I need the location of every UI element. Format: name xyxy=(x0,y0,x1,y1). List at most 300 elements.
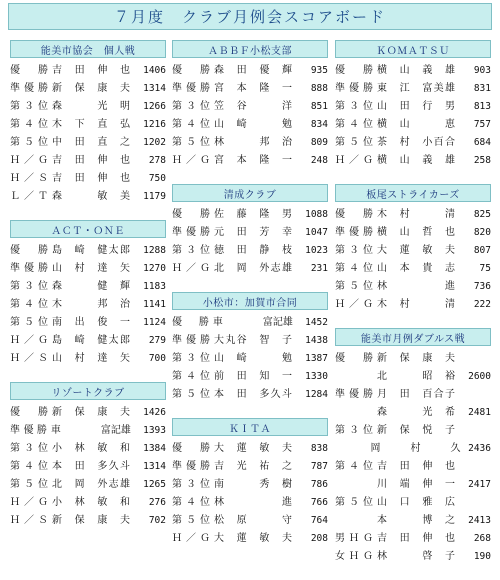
score: 831 xyxy=(473,83,491,94)
player-name: 森 健 輝 xyxy=(52,281,130,292)
score: 190 xyxy=(473,551,491,562)
score xyxy=(459,494,491,512)
rank-label: 第５位 xyxy=(172,515,210,526)
player-name: 横 山 義 雄 xyxy=(377,65,455,76)
result-row xyxy=(335,494,491,512)
score: 1314 xyxy=(143,83,166,94)
score: 1452 xyxy=(305,317,328,328)
player-name: 前 田 知 一 xyxy=(214,371,292,382)
result-row xyxy=(10,62,166,80)
rank-label: 第４位 xyxy=(172,497,210,508)
result-row xyxy=(10,440,166,458)
rank-label: Ｈ／Ｇ xyxy=(172,155,210,166)
results-list xyxy=(335,58,491,170)
rank-label: 第５位 xyxy=(10,137,48,148)
player-name: 大 蓮 敏 夫 xyxy=(214,443,292,454)
rank-label: Ｈ／Ｇ xyxy=(172,263,210,274)
club-panel xyxy=(172,184,328,278)
result-row xyxy=(172,98,328,116)
score: 2481 xyxy=(468,407,491,418)
result-row xyxy=(172,476,328,494)
result-row xyxy=(10,296,166,314)
score: 809 xyxy=(310,137,328,148)
rank-label: 第５位 xyxy=(172,389,210,400)
club-name: 板尾ストライカーズ xyxy=(335,184,491,202)
result-row xyxy=(335,350,491,368)
rank-label xyxy=(335,368,377,386)
rank-label: Ｈ／Ｇ xyxy=(10,335,48,346)
result-row xyxy=(10,134,166,152)
score: 702 xyxy=(148,515,166,526)
score: 258 xyxy=(473,155,491,166)
result-row xyxy=(172,386,328,404)
result-row xyxy=(172,134,328,152)
player-name: 横 山 恵 xyxy=(377,119,455,130)
rank-label: Ｈ／Ｇ xyxy=(172,533,210,544)
rank-label: Ｈ／Ｇ xyxy=(10,155,48,166)
player-name: 森 光 明 xyxy=(52,101,130,112)
result-row xyxy=(172,458,328,476)
results-list xyxy=(172,202,328,278)
rank-label: 準優勝 xyxy=(172,227,210,238)
result-row xyxy=(335,404,491,422)
player-name: 横 山 哲 也 xyxy=(377,227,455,238)
rank-label: 優 勝 xyxy=(172,209,210,220)
club-name: 清成クラブ xyxy=(172,184,328,202)
score: 888 xyxy=(310,83,328,94)
score: 1284 xyxy=(305,389,328,400)
player-name: 本 田 多久斗 xyxy=(214,389,292,400)
result-row xyxy=(10,116,166,134)
result-row xyxy=(335,80,491,98)
result-row xyxy=(10,152,166,170)
player-name: 中 田 直 之 xyxy=(52,137,130,148)
score: 834 xyxy=(310,119,328,130)
player-name: 徳 田 静 枝 xyxy=(214,245,292,256)
rank-label: Ｈ／Ｓ xyxy=(10,353,48,364)
score: 1124 xyxy=(143,317,166,328)
score: 75 xyxy=(479,263,491,274)
player-name: 大丸谷 智 子 xyxy=(214,335,292,346)
result-row xyxy=(10,422,166,440)
player-name: 山 崎 勉 xyxy=(214,119,292,130)
results-list xyxy=(10,400,166,530)
result-row xyxy=(335,512,491,530)
player-name: 新 保 康 夫 xyxy=(52,515,130,526)
result-row xyxy=(172,512,328,530)
player-name: 吉 田 伸 也 xyxy=(377,461,455,472)
result-row xyxy=(335,98,491,116)
player-name: 山 村 達 矢 xyxy=(52,263,130,274)
rank-label: 第３位 xyxy=(172,353,210,364)
rank-label: Ｈ／Ｓ xyxy=(10,173,48,184)
results-list xyxy=(172,58,328,170)
result-row xyxy=(335,422,491,440)
score: 1266 xyxy=(143,101,166,112)
rank-label: 第３位 xyxy=(10,443,48,454)
rank-label: 第４位 xyxy=(335,263,373,274)
score: 231 xyxy=(310,263,328,274)
score: 1314 xyxy=(143,461,166,472)
result-row xyxy=(172,494,328,512)
result-row xyxy=(172,332,328,350)
rank-label: 第４位 xyxy=(10,299,48,310)
score: 2436 xyxy=(468,443,491,454)
score: 1393 xyxy=(143,425,166,436)
score: 1426 xyxy=(143,407,166,418)
score xyxy=(459,458,491,476)
result-row xyxy=(172,242,328,260)
rank-label: 第５位 xyxy=(172,137,210,148)
score: 766 xyxy=(310,497,328,508)
player-name: 宮 本 隆 一 xyxy=(214,155,292,166)
rank-label: 第４位 xyxy=(335,119,373,130)
club-name: ＫＩＴＡ xyxy=(172,418,328,436)
results-list xyxy=(172,436,328,548)
result-row xyxy=(335,134,491,152)
result-row xyxy=(10,350,166,368)
result-row xyxy=(10,476,166,494)
page-title: ７月度 クラブ月例会スコアボード xyxy=(8,3,492,30)
score: 248 xyxy=(310,155,328,166)
club-panel xyxy=(335,328,491,566)
rank-label: 第５位 xyxy=(335,281,373,292)
score: 757 xyxy=(473,119,491,130)
club-panel xyxy=(335,184,491,314)
results-list xyxy=(335,202,491,314)
result-row xyxy=(10,80,166,98)
player-name: 新 保 康 夫 xyxy=(52,83,130,94)
result-row xyxy=(335,386,491,404)
score: 684 xyxy=(473,137,491,148)
result-row xyxy=(172,224,328,242)
result-row xyxy=(335,278,491,296)
rank-label xyxy=(335,476,377,494)
result-row xyxy=(10,242,166,260)
result-row xyxy=(10,98,166,116)
club-panel xyxy=(10,382,166,530)
result-row xyxy=(172,62,328,80)
score: 1202 xyxy=(143,137,166,148)
score: 278 xyxy=(148,155,166,166)
result-row xyxy=(335,476,491,494)
player-name: 島 崎 健太郎 xyxy=(52,335,130,346)
rank-label: 第３位 xyxy=(335,425,373,436)
rank-label: 優 勝 xyxy=(10,65,48,76)
player-name: 車 富記雄 xyxy=(50,425,131,436)
rank-label: Ｈ／Ｓ xyxy=(10,515,48,526)
result-row xyxy=(335,368,491,386)
player-name: 大 蓮 敏 夫 xyxy=(214,533,292,544)
player-name: 木 下 直 弘 xyxy=(52,119,130,130)
club-panel xyxy=(10,220,166,368)
result-row xyxy=(10,278,166,296)
result-row xyxy=(172,530,328,548)
player-name: 東 江 富美雄 xyxy=(377,83,455,94)
result-row xyxy=(335,242,491,260)
player-name: 森 光 希 xyxy=(377,407,455,418)
rank-label: 第３位 xyxy=(335,245,373,256)
rank-label: 第５位 xyxy=(335,137,373,148)
rank-label: 優 勝 xyxy=(10,245,48,256)
club-name: リゾートクラブ xyxy=(10,382,166,400)
score: 787 xyxy=(310,461,328,472)
rank-label: 優 勝 xyxy=(172,317,209,328)
rank-label: 優 勝 xyxy=(10,407,48,418)
rank-label: 第４位 xyxy=(172,119,210,130)
player-name: 宮 本 隆 一 xyxy=(214,83,292,94)
result-row xyxy=(172,152,328,170)
score: 222 xyxy=(473,299,491,310)
results-list xyxy=(10,238,166,368)
player-name: 木 邦 治 xyxy=(52,299,130,310)
result-row xyxy=(335,548,491,566)
rank-label: 準優勝 xyxy=(172,83,210,94)
rank-label xyxy=(335,440,370,458)
player-name: 岡 村 久 xyxy=(370,443,461,454)
result-row xyxy=(335,206,491,224)
rank-label: 優 勝 xyxy=(335,209,373,220)
player-name: 小 林 敏 和 xyxy=(52,497,130,508)
player-name: 森 敏 美 xyxy=(52,191,130,202)
player-name: 川 端 伸 一 xyxy=(377,479,455,490)
score: 813 xyxy=(473,101,491,112)
rank-label: 準優勝 xyxy=(172,335,210,346)
result-row xyxy=(172,116,328,134)
rank-label: Ｈ／Ｇ xyxy=(10,497,48,508)
result-row xyxy=(172,350,328,368)
rank-label: 優 勝 xyxy=(335,353,373,364)
rank-label: 準優勝 xyxy=(335,83,373,94)
score: 1183 xyxy=(143,281,166,292)
result-row xyxy=(10,512,166,530)
club-name: ＡＣＴ・ＯＮＥ xyxy=(10,220,166,238)
club-panel xyxy=(172,292,328,404)
result-row xyxy=(172,440,328,458)
rank-label: Ｈ／Ｇ xyxy=(335,155,373,166)
score: 1179 xyxy=(143,191,166,202)
rank-label: 第５位 xyxy=(335,497,373,508)
club-name: ＫＯＭＡＴＳＵ xyxy=(335,40,491,58)
rank-label: 第３位 xyxy=(172,245,210,256)
player-name: 新 保 悦 子 xyxy=(377,425,455,436)
player-name: 大 蓮 敏 夫 xyxy=(377,245,455,256)
player-name: 木 村 清 xyxy=(377,209,455,220)
player-name: 木 村 清 xyxy=(377,299,455,310)
rank-label: 準優勝 xyxy=(10,83,48,94)
club-name: 能美市協会 個人戦 xyxy=(10,40,166,58)
player-name: 横 山 義 雄 xyxy=(377,155,455,166)
rank-label: 男ＨＧ xyxy=(335,533,373,544)
player-name: 山 村 達 矢 xyxy=(52,353,130,364)
result-row xyxy=(172,80,328,98)
player-name: 北 岡 外志雄 xyxy=(214,263,292,274)
rank-label: 第４位 xyxy=(172,371,210,382)
score: 935 xyxy=(310,65,328,76)
score: 838 xyxy=(310,443,328,454)
player-name: 林 啓 子 xyxy=(377,551,455,562)
score: 2413 xyxy=(468,515,491,526)
player-name: 山 崎 勉 xyxy=(214,353,292,364)
score: 851 xyxy=(310,101,328,112)
result-row xyxy=(335,440,491,458)
score: 1216 xyxy=(143,119,166,130)
player-name: 吉 田 伸 也 xyxy=(52,65,130,76)
player-name: 新 保 康 夫 xyxy=(377,353,455,364)
rank-label: 第３位 xyxy=(335,101,373,112)
score: 276 xyxy=(148,497,166,508)
column-2 xyxy=(172,40,328,562)
score: 2417 xyxy=(468,479,491,490)
result-row xyxy=(10,314,166,332)
result-row xyxy=(172,314,328,332)
player-name: 佐 藤 隆 男 xyxy=(214,209,292,220)
rank-label: 準優勝 xyxy=(335,227,373,238)
score: 764 xyxy=(310,515,328,526)
column-3 xyxy=(335,40,491,580)
result-row xyxy=(10,458,166,476)
rank-label: 準優勝 xyxy=(172,461,210,472)
player-name: 南 秀 樹 xyxy=(214,479,292,490)
score: 825 xyxy=(473,209,491,220)
result-row xyxy=(10,332,166,350)
result-row xyxy=(10,494,166,512)
club-name: 能美市月例ダブルス戦 xyxy=(335,328,491,346)
result-row xyxy=(10,170,166,188)
result-row xyxy=(335,116,491,134)
score: 820 xyxy=(473,227,491,238)
player-name: 山 本 貴 志 xyxy=(377,263,455,274)
result-row xyxy=(10,260,166,278)
rank-label: 優 勝 xyxy=(172,65,210,76)
result-row xyxy=(335,62,491,80)
player-name: 新 保 康 夫 xyxy=(52,407,130,418)
player-name: 北 昭 裕 xyxy=(377,371,455,382)
rank-label: 優 勝 xyxy=(172,443,210,454)
rank-label: 第５位 xyxy=(10,317,48,328)
club-panel xyxy=(335,40,491,170)
column-1 xyxy=(10,40,166,544)
score: 268 xyxy=(473,533,491,544)
score: 1023 xyxy=(305,245,328,256)
score: 1438 xyxy=(305,335,328,346)
rank-label: 第４位 xyxy=(10,119,48,130)
rank-label: 優 勝 xyxy=(335,65,373,76)
player-name: 笠 谷 洋 xyxy=(214,101,292,112)
rank-label: 第４位 xyxy=(10,461,48,472)
player-name: 林 進 xyxy=(214,497,292,508)
club-panel xyxy=(10,40,166,206)
score: 208 xyxy=(310,533,328,544)
result-row xyxy=(172,260,328,278)
player-name: 茶 村 小百合 xyxy=(377,137,455,148)
result-row xyxy=(335,530,491,548)
rank-label: 準優勝 xyxy=(10,425,47,436)
score xyxy=(459,350,491,368)
score xyxy=(459,386,491,404)
rank-label: 女ＨＧ xyxy=(335,551,373,562)
player-name: 元 田 芳 幸 xyxy=(214,227,292,238)
rank-label: 第３位 xyxy=(10,101,48,112)
score: 1288 xyxy=(143,245,166,256)
results-list xyxy=(335,346,491,566)
result-row xyxy=(335,296,491,314)
result-row xyxy=(172,368,328,386)
score: 1047 xyxy=(305,227,328,238)
rank-label: Ｌ／Ｔ xyxy=(10,191,48,202)
player-name: 山 口 雅 広 xyxy=(377,497,455,508)
score: 279 xyxy=(148,335,166,346)
score: 2600 xyxy=(468,371,491,382)
rank-label: 準優勝 xyxy=(335,389,373,400)
player-name: 吉 光 祐 之 xyxy=(214,461,292,472)
score: 1387 xyxy=(305,353,328,364)
result-row xyxy=(335,152,491,170)
club-name: 小松市：加賀市合同 xyxy=(172,292,328,310)
rank-label: 第４位 xyxy=(335,461,373,472)
player-name: 島 崎 健太郎 xyxy=(52,245,130,256)
score: 1330 xyxy=(305,371,328,382)
player-name: 本 博 之 xyxy=(377,515,455,526)
player-name: 南 出 俊 一 xyxy=(52,317,130,328)
result-row xyxy=(10,188,166,206)
result-row xyxy=(335,458,491,476)
score: 736 xyxy=(473,281,491,292)
score: 903 xyxy=(473,65,491,76)
result-row xyxy=(335,224,491,242)
player-name: 山 田 行 男 xyxy=(377,101,455,112)
score: 700 xyxy=(148,353,166,364)
score: 807 xyxy=(473,245,491,256)
player-name: 松 原 守 xyxy=(214,515,292,526)
score: 1384 xyxy=(143,443,166,454)
result-row xyxy=(10,404,166,422)
club-name: ＡＢＢＦ小松支部 xyxy=(172,40,328,58)
player-name: 林 進 xyxy=(377,281,455,292)
rank-label: 第３位 xyxy=(172,101,210,112)
rank-label xyxy=(335,512,377,530)
player-name: 北 岡 外志雄 xyxy=(52,479,130,490)
score: 1088 xyxy=(305,209,328,220)
rank-label: 準優勝 xyxy=(10,263,48,274)
player-name: 森 田 優 輝 xyxy=(214,65,292,76)
player-name: 吉 田 伸 也 xyxy=(377,533,455,544)
player-name: 林 邦 治 xyxy=(214,137,292,148)
result-row xyxy=(172,206,328,224)
score: 1141 xyxy=(143,299,166,310)
player-name: 車 富記雄 xyxy=(212,317,293,328)
rank-label: 第３位 xyxy=(10,281,48,292)
player-name: 本 田 多久斗 xyxy=(52,461,130,472)
score: 786 xyxy=(310,479,328,490)
club-panel xyxy=(172,418,328,548)
score: 1270 xyxy=(143,263,166,274)
score: 1406 xyxy=(143,65,166,76)
rank-label: 第３位 xyxy=(172,479,210,490)
rank-label xyxy=(335,404,377,422)
club-panel xyxy=(172,40,328,170)
rank-label: Ｈ／Ｇ xyxy=(335,299,373,310)
score: 750 xyxy=(148,173,166,184)
player-name: 月 田 百合子 xyxy=(377,389,455,400)
results-list xyxy=(172,310,328,404)
rank-label: 第５位 xyxy=(10,479,48,490)
score: 1265 xyxy=(143,479,166,490)
player-name: 吉 田 伸 也 xyxy=(52,173,130,184)
result-row xyxy=(335,260,491,278)
score xyxy=(459,422,491,440)
player-name: 小 林 敏 和 xyxy=(52,443,130,454)
